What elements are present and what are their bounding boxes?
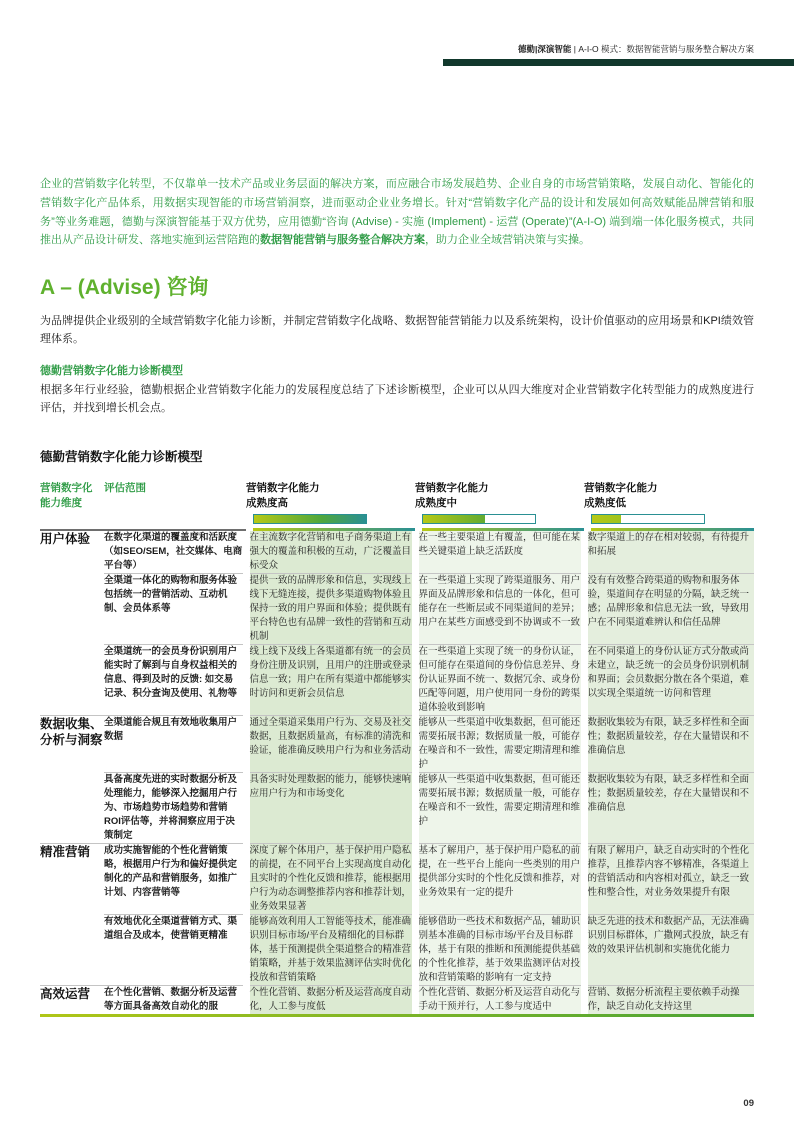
maturity-mid-line1: 营销数字化能力 (415, 482, 489, 495)
intro-text-end: ，助力企业全域营销决策与实操。 (425, 234, 590, 247)
section-body: 为品牌提供企业级别的全域营销数字化能力诊断，并制定营销数字化战略、数据智能营销能力以及系统架构，设计价值驱动的应用场景和KPI绩效管理体系。 (40, 315, 754, 346)
table-row (40, 645, 754, 716)
scope-header-label: 评估范围 (104, 482, 146, 495)
cell-scope: 成功实施智能的个性化营销策略，根据用户行为和偏好提供定制化的产品和营销服务，如推广计划、内容营销等 (104, 844, 246, 915)
dimension-label: 高效运营 (40, 986, 104, 1015)
dimension-header-line2: 能力维度 (40, 497, 82, 510)
gradient-divider (253, 528, 415, 531)
cell-maturity-high: 深度了解个体用户，基于保护用户隐私的前提，在不同平台上实现高度自动化且实时的个性化反馈和推荐，能根据用户行为动态调整推荐内容和推荐计划，业务效果显著 (246, 844, 415, 915)
cell-scope: 有效地优化全渠道营销方式、渠道组合及成本，使营销更精准 (104, 915, 246, 986)
intro-text: 企业的营销数字化转型，不仅靠单一技术产品或业务层面的解决方案，而应融合市场发展趋势、企业自身的市场营销策略，发展自动化、智能化的营销数字化产品体系，用数据实现智能的市场营销洞察，进而驱动企业业务增长。针对“营销数字化产品的设计和发展如何高效赋能品牌营销和服务”等业务难题，德勤与深演智能基于双方优势，应用德勤“咨询 (Advise) - 实施 (Implement) - 运营 (Operate)”(A-I-O) 端到端一体化服务模式，共同推出从产品设计研发、落地实施到运营陪跑的 (40, 178, 754, 247)
table-row (40, 986, 754, 1015)
cell-maturity-low: 有限了解用户，缺乏自动实时的个性化推荐，且推荐内容不够精准，各渠道上的营销活动和内容相对孤立，缺乏一致性和整合性，对业务效果提升有限 (584, 844, 754, 915)
cell-scope: 全渠道一体化的购物和服务体验包括统一的营销活动、互动机制、会员体系等 (104, 574, 246, 645)
table-row (40, 844, 754, 915)
page-number: 09 (743, 1098, 754, 1109)
cell-maturity-mid: 能够从一些渠道中收集数据，但可能还需要拓展书源；数据质量一般，可能存在噪音和不一致性，需要定期清理和维护 (415, 716, 584, 773)
maturity-bar-high-fill (254, 515, 366, 523)
cell-maturity-low: 数据收集较为有限，缺乏多样性和全面性；数据质量较差，存在大量错误和不准确信息 (584, 773, 754, 844)
cell-scope: 在个性化营销、数据分析及运营等方面具备高效自动化的服 (104, 986, 246, 1015)
gradient-divider (422, 528, 584, 531)
dimension-label: 用户体验 (40, 532, 91, 547)
cell-maturity-high: 通过全渠道采集用户行为、交易及社交数据，且数据质量高，有标准的清洗和验证，能准确反映用户行为和业务活动 (246, 716, 415, 773)
cell-maturity-mid: 在一些渠道上实现了跨渠道服务、用户界面及品牌形象和信息的一体化，但可能存在一些断层或不同渠道间的差异；用户在某些方面感受到不协调或不一致 (415, 574, 584, 645)
cell-scope: 具备高度先进的实时数据分析及处理能力，能够深入挖掘用户行为、市场趋势市场趋势和营销ROI评估等，并将洞察应用于决策制定 (104, 773, 246, 844)
table-row (40, 574, 754, 645)
cell-maturity-high: 在主流数字化营销和电子商务渠道上有强大的覆盖和积极的互动，广泛覆盖目标受众 (246, 531, 415, 574)
table-bottom-rule (40, 1014, 754, 1017)
diagnosis-table-body (40, 531, 754, 1014)
section-body-2: 根据多年行业经验，德勤根据企业营销数字化能力的发展程度总结了下述诊断模型，企业可以从四大维度对企业营销数字化转型能力的成熟度进行评估，并找到增长机会点。 (40, 384, 754, 415)
cell-maturity-high: 个性化营销、数据分析及运营高度自动化，人工参与度低 (246, 986, 415, 1015)
column-header-maturity-high (246, 481, 415, 531)
maturity-high-line1: 营销数字化能力 (246, 482, 320, 495)
maturity-bar-low-fill (592, 515, 621, 523)
diagnosis-table (40, 481, 754, 1014)
cell-maturity-mid: 能够借助一些技术和数据产品，辅助识别基本准确的目标市场/平台及目标群体，基于有限的推断和预测能提供基础的个性化推荐，基于效果监测评估对投放和营销策略的影响有一定支持 (415, 915, 584, 986)
cell-maturity-mid: 在一些渠道上实现了统一的身份认证，但可能存在渠道间的身份信息差异、身份认证界面不统一、数据冗余、或身份匹配等问题，用户使用同一身份的跨渠道体验收到影响 (415, 645, 584, 716)
table-title: 德勤营销数字化能力诊断模型 (40, 450, 203, 465)
maturity-bar-high (253, 514, 367, 524)
header-title: A-I-O 模式：数据智能营销与服务整合解决方案 (578, 44, 754, 54)
header-accent-bar (443, 59, 794, 66)
table-row (40, 915, 754, 986)
cell-maturity-low: 营销、数据分析流程主要依赖手动操作，缺乏自动化支持这里 (584, 986, 754, 1015)
cell-maturity-low: 数字渠道上的存在相对较弱，有待提升和拓展 (584, 531, 754, 574)
intro-bold-text: 数据智能营销与服务整合解决方案 (260, 234, 425, 247)
header-brand: 德勤|深演智能 (517, 44, 572, 54)
cell-scope: 在数字化渠道的覆盖度和活跃度（如SEO/SEM，社交媒体、电商平台等） (104, 532, 243, 572)
section-subheading: 德勤营销数字化能力诊断模型 (40, 365, 183, 378)
cell-maturity-high: 提供一致的品牌形象和信息，实现线上线下无缝连接，提供多渠道购物体验且保持一致的用户界面和体验；提供既有平台特色也有品牌一致性的营销和互动机制 (246, 574, 415, 645)
dimension-header-line1: 营销数字化 (40, 482, 93, 495)
section-heading: A – (Advise) 咨询 (40, 276, 209, 300)
table-row (40, 773, 754, 844)
maturity-bar-mid (422, 514, 536, 524)
column-header-dimension (40, 481, 104, 531)
cell-maturity-low: 缺乏先进的技术和数据产品，无法准确识别目标群体，广撒网式投放，缺乏有效的效果评估机制和实施优化能力 (584, 915, 754, 986)
table-row (40, 531, 754, 574)
maturity-mid-line2: 成熟度中 (415, 497, 457, 510)
cell-maturity-low: 没有有效整合跨渠道的购物和服务体验，渠道间存在明显的分隔，缺乏统一感；品牌形象和信息无法一致，导致用户在不同渠道难辨认和信任品牌 (584, 574, 754, 645)
gradient-divider (591, 528, 754, 531)
cell-scope: 全渠道统一的会员身份识别用户能实时了解到与自身权益相关的信息、得到及时的反馈: 如交易记录、积分查询及使用、礼物等 (104, 645, 246, 716)
cell-scope: 全渠道能合规且有效地收集用户数据 (104, 716, 246, 773)
dimension-label: 精准营销 (40, 844, 104, 986)
page-header (518, 43, 754, 55)
column-header-maturity-mid (415, 481, 584, 531)
maturity-low-line1: 营销数字化能力 (584, 482, 658, 495)
cell-maturity-high: 具备实时处理数据的能力，能够快速响应用户行为和市场变化 (246, 773, 415, 844)
intro-paragraph (40, 175, 754, 250)
column-header-scope (104, 481, 246, 531)
maturity-bar-low (591, 514, 705, 524)
table-header-row (40, 481, 754, 531)
maturity-bar-mid-fill (423, 515, 485, 523)
cell-maturity-mid: 在一些主要渠道上有覆盖，但可能在某些关键渠道上缺乏活跃度 (415, 531, 584, 574)
cell-maturity-mid: 个性化营销、数据分析及运营自动化与手动干预并行，人工参与度适中 (415, 986, 584, 1015)
column-header-maturity-low (584, 481, 754, 531)
cell-maturity-mid: 能够从一些渠道中收集数据，但可能还需要拓展书源；数据质量一般，可能存在噪音和不一致性，需要定期清理和维护 (415, 773, 584, 844)
dimension-label: 数据收集、分析与洞察 (40, 716, 104, 844)
maturity-high-line2: 成熟度高 (246, 497, 288, 510)
table-row (40, 716, 754, 773)
cell-maturity-high: 能够高效利用人工智能等技术，能准确识别目标市场/平台及精细化的目标群体，基于预测提供全渠道整合的精准营销策略，并基于效果监测评估实时优化投放和营销策略 (246, 915, 415, 986)
header-divider: | (573, 44, 576, 54)
cell-maturity-high: 线上线下及线上各渠道都有统一的会员身份注册及识别，且用户的注册或登录信息一致；用户在所有渠道中都能够实时访问和更新会员信息 (246, 645, 415, 716)
cell-maturity-mid: 基本了解用户，基于保护用户隐私的前提，在一些平台上能向一些类别的用户提供部分实时的个性化反馈和推荐，对业务效果有一定的提升 (415, 844, 584, 915)
maturity-low-line2: 成熟度低 (584, 497, 626, 510)
cell-maturity-low: 数据收集较为有限，缺乏多样性和全面性；数据质量较差，存在大量错误和不准确信息 (584, 716, 754, 773)
cell-maturity-low: 在不同渠道上的身份认证方式分散或尚未建立，缺乏统一的会员身份识别机制和界面；会员数据分散在各个渠道，难以实现全渠道统一访问和管理 (584, 645, 754, 716)
